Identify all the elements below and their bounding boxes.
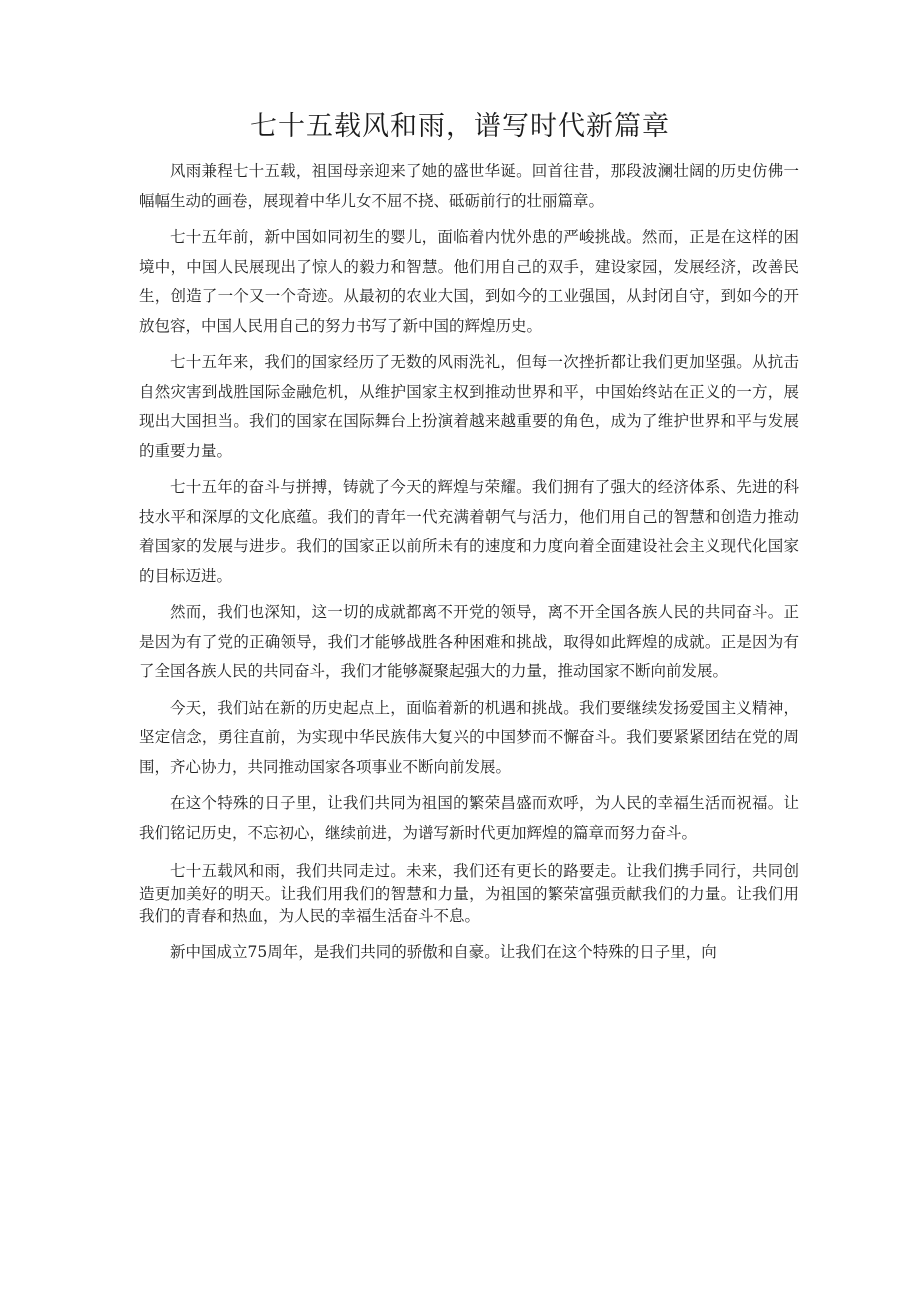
- paragraph: 七十五载风和雨，我们共同走过。未来，我们还有更长的路要走。让我们携手同行，共同创造更加美好的明天。让我们用我们的智慧和力量，为祖国的繁荣富强贡献我们的力量。让我们用我们的青春和热血，为人民的幸福生活奋斗不息。: [139, 862, 799, 925]
- paragraph: 七十五年来，我们的国家经历了无数的风雨洗礼，但每一次挫折都让我们更加坚强。从抗击自然灾害到战胜国际金融危机，从维护国家主权到推动世界和平，中国始终站在正义的一方，展现出大国担当。我们的国家在国际舞台上扮演着越来越重要的角色，成为了维护世界和平与发展的重要力量。: [139, 353, 799, 460]
- document-body: [139, 157, 799, 974]
- paragraph: 在这个特殊的日子里，让我们共同为祖国的繁荣昌盛而欢呼，为人民的幸福生活而祝福。让我们铭记历史，不忘初心，继续前进，为谱写新时代更加辉煌的篇章而努力奋斗。: [139, 794, 799, 842]
- paragraph: 七十五年的奋斗与拼搏，铸就了今天的辉煌与荣耀。我们拥有了强大的经济体系、先进的科技水平和深厚的文化底蕴。我们的青年一代充满着朝气与活力，他们用自己的智慧和创造力推动着国家的发展与进步。我们的国家正以前所未有的速度和力度向着全面建设社会主义现代化国家的目标迈进。: [139, 478, 799, 585]
- paragraph: 新中国成立75周年，是我们共同的骄傲和自豪。让我们在这个特殊的日子里，向: [170, 942, 717, 961]
- paragraph: 今天，我们站在新的历史起点上，面临着新的机遇和挑战。我们要继续发扬爱国主义精神，坚定信念，勇往直前，为实现中华民族伟大复兴的中国梦而不懈奋斗。我们要紧紧团结在党的周围，齐心协力，共同推动国家各项事业不断向前发展。: [139, 698, 799, 776]
- paragraph: 然而，我们也深知，这一切的成就都离不开党的领导，离不开全国各族人民的共同奋斗。正是因为有了党的正确领导，我们才能够战胜各种困难和挑战，取得如此辉煌的成就。正是因为有了全国各族人民的共同奋斗，我们才能够凝聚起强大的力量，推动国家不断向前发展。: [139, 603, 799, 680]
- document-title: 七十五载风和雨，谱写时代新篇章: [250, 111, 670, 142]
- paragraph: 七十五年前，新中国如同初生的婴儿，面临着内忧外患的严峻挑战。然而，正是在这样的困境中，中国人民展现出了惊人的毅力和智慧。他们用自己的双手，建设家园，发展经济，改善民生，创造了一个又一个奇迹。从最初的农业大国，到如今的工业强国，从封闭自守，到如今的开放包容，中国人民用自己的努力书写了新中国的辉煌历史。: [139, 228, 799, 335]
- paragraph: 风雨兼程七十五载，祖国母亲迎来了她的盛世华诞。回首往昔，那段波澜壮阔的历史仿佛一幅幅生动的画卷，展现着中华儿女不屈不挠、砥砺前行的壮丽篇章。: [139, 162, 799, 210]
